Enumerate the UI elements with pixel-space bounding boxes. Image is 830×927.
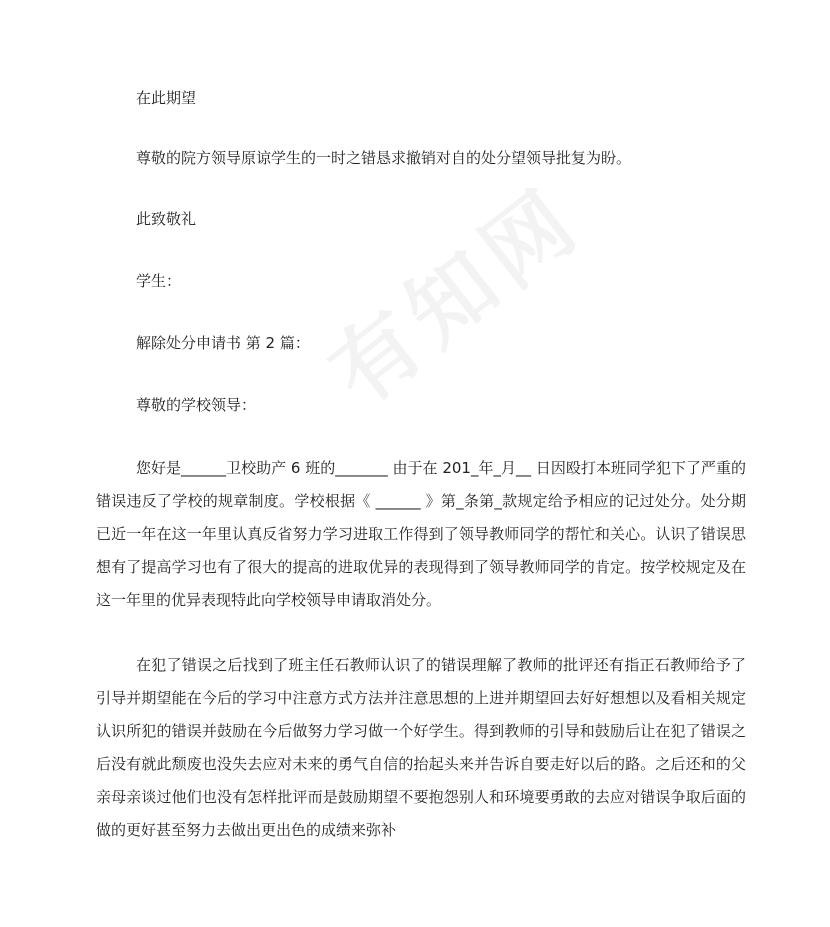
text-line-closing-hope: 在此期望 — [136, 89, 197, 107]
text-line-greeting: 尊敬的学校领导： — [136, 396, 257, 414]
watermark — [300, 153, 603, 428]
text-line-request: 尊敬的院方领导原谅学生的一时之错恳求撤销对自的处分望领导批复为盼。 — [136, 149, 632, 167]
body-paragraph-2: 在犯了错误之后找到了班主任石教师认识了的错误理解了教师的批评还有指正石教师给予了引导并期望能在今后的学习中注意方式方法并注意思想的上进并期望回去好好想想以及看相关规定认识所犯的错误并鼓励在今后做努力学习做一个好学生。得到教师的引导和鼓励后让在犯了错误之后没有就此颓废也没失去应对未来的勇气自信的抬起头来并告诉自要走好以后的路。之后还和的父亲母亲谈过他们也没有怎样批评而是鼓励期望不要抱怨别人和环境要勇敢的去应对错误争取后面的做的更好甚至努力去做出更出色的成绩来弥补 — [96, 656, 746, 839]
text-line-salutation: 此致敬礼 — [136, 210, 197, 228]
section-heading: 解除处分申请书 第 2 篇： — [136, 334, 310, 352]
body-paragraph-1: 您好是______卫校助产 6 班的_______ 由于在 201_年_月__ 日因殴打本班同学犯下了严重的错误违反了学校的规章制度。学校根据《 ______ 》第_条第_款规定给予相应的记过处分。处分期已近一年在这一年里认真反省努力学习进取工作得到了领导教师同学的帮忙和关心。认识了错误思想有了提高学习也有了很大的提高的进取优异的表现得到了领导教师同学的肯定。按学校规定及在这一年里的优异表现特此向学校领导申请取消处分。 — [96, 459, 746, 609]
text-line-student: 学生： — [136, 272, 182, 290]
